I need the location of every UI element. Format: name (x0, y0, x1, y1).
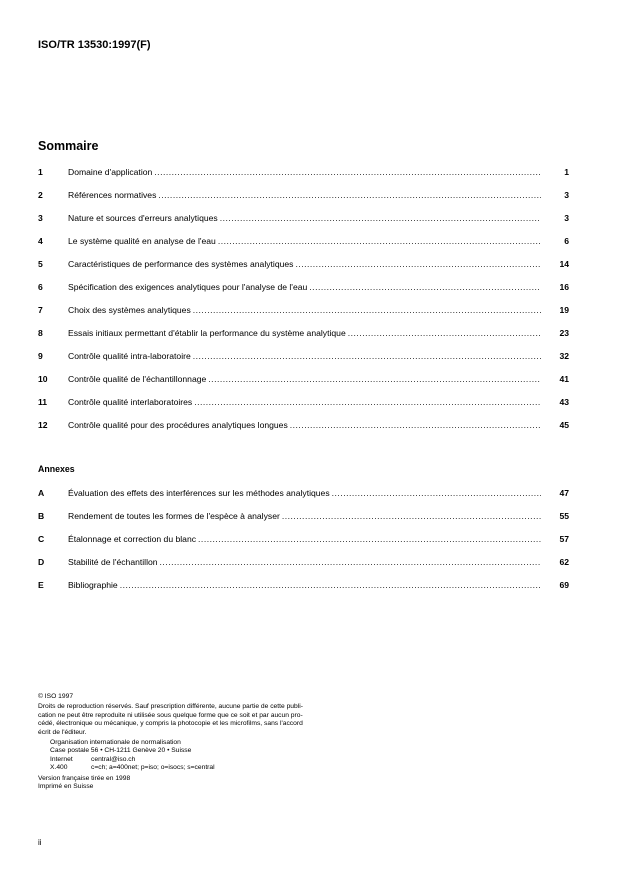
annex-entry[interactable] (38, 534, 569, 557)
toc-number: 1 (38, 167, 43, 177)
toc-page: 1 (564, 167, 569, 177)
toc-entry[interactable] (38, 420, 569, 443)
toc-number: 12 (38, 420, 48, 430)
annexes-heading: Annexes (38, 464, 75, 474)
annex-entry[interactable] (38, 511, 569, 534)
toc-number: 4 (38, 236, 43, 246)
toc-entry[interactable] (38, 236, 569, 259)
toc-title: Sommaire (38, 139, 99, 153)
toc-entry[interactable] (38, 351, 569, 374)
annex-text: Étalonnage et correction du blanc (68, 534, 197, 544)
annex-letter: B (38, 511, 45, 521)
toc-entry[interactable] (38, 397, 569, 420)
toc-leader (160, 557, 541, 567)
rights-text: cédé, électronique ou mécanique, y compris la photocopie et les microfilms, sans l'accord (38, 720, 303, 728)
toc-number: 7 (38, 305, 43, 315)
toc-number: 2 (38, 190, 43, 200)
rights-text: écrit de l'éditeur. (38, 728, 87, 736)
toc-leader (290, 420, 541, 430)
toc-text: Contrôle qualité de l'échantillonnage (68, 374, 207, 384)
toc-number: 10 (38, 374, 48, 384)
toc-text: Choix des systèmes analytiques (68, 305, 191, 315)
toc-number: 5 (38, 259, 43, 269)
toc-number: 9 (38, 351, 43, 361)
toc-entry[interactable] (38, 259, 569, 282)
document-header: ISO/TR 13530:1997(F) (38, 39, 151, 51)
annex-letter: A (38, 488, 45, 498)
toc-page: 45 (559, 420, 569, 430)
annex-page: 62 (559, 557, 569, 567)
toc-text: Domaine d'application (68, 167, 153, 177)
toc-leader (282, 511, 541, 521)
x400-address: c=ch; a=400net; p=iso; o=isocs; s=central (91, 764, 215, 772)
toc-text: Spécification des exigences analytiques pour l'analyse de l'eau (68, 282, 308, 292)
toc-entry[interactable] (38, 305, 569, 328)
toc-entry[interactable] (38, 190, 569, 213)
toc-page: 6 (564, 236, 569, 246)
toc-number: 8 (38, 328, 43, 338)
organization-name: Organisation internationale de normalisation (50, 739, 181, 747)
toc-text: Le système qualité en analyse de l'eau (68, 236, 216, 246)
internet-address[interactable]: central@iso.ch (91, 755, 136, 763)
postal-address: Case postale 56 • CH-1211 Genève 20 • Suisse (50, 747, 192, 755)
toc-page: 41 (559, 374, 569, 384)
annex-page: 57 (559, 534, 569, 544)
annex-letter: E (38, 580, 44, 590)
annex-text: Rendement de toutes les formes de l'espèce à analyser (68, 511, 280, 521)
toc-list (38, 167, 569, 443)
toc-leader (220, 213, 541, 223)
rights-text: Droits de reproduction réservés. Sauf prescription différente, aucune partie de cette publi- (38, 703, 303, 711)
annex-entry[interactable] (38, 488, 569, 511)
annex-entry[interactable] (38, 580, 569, 603)
annex-text: Bibliographie (68, 580, 118, 590)
printed-note: Imprimé en Suisse (38, 783, 94, 791)
toc-leader (198, 534, 541, 544)
toc-page: 43 (559, 397, 569, 407)
toc-number: 3 (38, 213, 43, 223)
toc-leader (295, 259, 541, 269)
toc-text: Contrôle qualité intra-laboratoire (68, 351, 191, 361)
rights-text: cation ne peut être reproduite ni utilisée sous quelque forme que ce soit et par aucun pro- (38, 711, 303, 719)
toc-text: Caractéristiques de performance des systèmes analytiques (68, 259, 294, 269)
annex-page: 55 (559, 511, 569, 521)
toc-page: 14 (559, 259, 569, 269)
toc-number: 6 (38, 282, 43, 292)
annex-page: 47 (559, 488, 569, 498)
toc-entry[interactable] (38, 282, 569, 305)
toc-text: Contrôle qualité interlaboratoires (68, 397, 193, 407)
toc-leader (348, 328, 541, 338)
toc-leader (158, 190, 541, 200)
copyright-line: © ISO 1997 (38, 693, 74, 700)
internet-row (38, 756, 383, 764)
toc-leader (193, 351, 541, 361)
toc-entry[interactable] (38, 213, 569, 236)
toc-leader (154, 167, 541, 177)
toc-page: 19 (559, 305, 569, 315)
toc-leader (193, 305, 541, 315)
toc-entry[interactable] (38, 328, 569, 351)
toc-text: Essais initiaux permettant d'établir la performance du système analytique (68, 328, 346, 338)
toc-page: 3 (564, 190, 569, 200)
annex-page: 69 (559, 580, 569, 590)
toc-number: 11 (38, 397, 48, 407)
internet-label: Internet (50, 755, 73, 763)
toc-leader (120, 580, 541, 590)
toc-leader (194, 397, 541, 407)
toc-page: 16 (559, 282, 569, 292)
toc-text: Nature et sources d'erreurs analytiques (68, 213, 218, 223)
annex-letter: C (38, 534, 45, 544)
x400-row (38, 764, 383, 772)
version-note: Version française tirée en 1998 (38, 774, 131, 782)
toc-entry[interactable] (38, 374, 569, 397)
annex-text: Évaluation des effets des interférences sur les méthodes analytiques (68, 488, 330, 498)
copyright-block (38, 693, 383, 791)
toc-leader (309, 282, 541, 292)
toc-page: 32 (559, 351, 569, 361)
toc-entry[interactable] (38, 167, 569, 190)
page-number: ii (38, 838, 42, 847)
toc-leader (332, 488, 541, 498)
toc-text: Références normatives (68, 190, 157, 200)
annex-letter: D (38, 557, 45, 567)
x400-label: X.400 (50, 764, 68, 772)
toc-leader (218, 236, 541, 246)
annex-text: Stabilité de l'échantillon (68, 557, 158, 567)
toc-page: 23 (559, 328, 569, 338)
annex-entry[interactable] (38, 557, 569, 580)
toc-leader (208, 374, 541, 384)
toc-page: 3 (564, 213, 569, 223)
annex-list (38, 488, 569, 603)
toc-text: Contrôle qualité pour des procédures analytiques longues (68, 420, 288, 430)
